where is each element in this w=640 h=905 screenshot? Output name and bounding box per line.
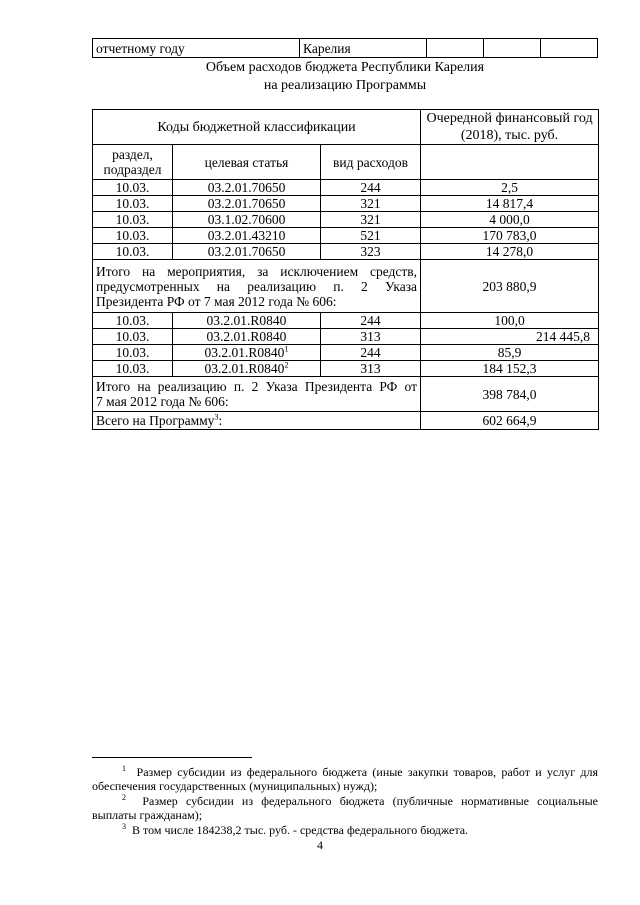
- subtotal-label-line: предусмотренных на реализацию п. 2 Указа: [96, 278, 418, 294]
- top-fragment-table: [92, 38, 598, 58]
- subtotal-label: [93, 260, 421, 313]
- table-row: [93, 180, 599, 196]
- cell-amount: 170 783,0: [421, 228, 599, 244]
- table-row: [93, 212, 599, 228]
- heading-line-1: Объем расходов бюджета Республики Карелия: [205, 60, 485, 75]
- table-cell: [427, 39, 484, 58]
- cell-section: 10.03.: [93, 180, 173, 196]
- cell-article: 03.2.01.R0840: [173, 313, 321, 329]
- footnote-ref: 3: [214, 412, 219, 422]
- subtotal-amount: 203 880,9: [421, 260, 599, 313]
- cell-expense: 321: [321, 212, 421, 228]
- cell-section: 10.03.: [93, 361, 173, 377]
- subtotal-label-line: 7 мая 2012 года № 606:: [96, 394, 229, 409]
- cell-expense: 313: [321, 329, 421, 345]
- table-row: [93, 329, 599, 345]
- table-row: [93, 361, 599, 377]
- cell-section: 10.03.: [93, 345, 173, 361]
- cell-amount: 4 000,0: [421, 212, 599, 228]
- cell-amount: 2,5: [421, 180, 599, 196]
- cell-section: 10.03.: [93, 329, 173, 345]
- subtotal-label-line: Президента РФ от 7 мая 2012 года № 606:: [96, 293, 337, 309]
- subtotal-label: [93, 377, 421, 412]
- total-amount: 602 664,9: [421, 412, 599, 430]
- table-cell: Карелия: [300, 39, 427, 58]
- cell-expense: 244: [321, 313, 421, 329]
- cell-amount: 184 152,3: [421, 361, 599, 377]
- total-row: [93, 412, 599, 430]
- subtotal-amount: 398 784,0: [421, 377, 599, 412]
- cell-article: 03.2.01.R0840$^2$: [173, 361, 321, 377]
- cell-section: 10.03.: [93, 244, 173, 260]
- cell-article: 03.2.01.R0840: [173, 329, 321, 345]
- footnote-2: $^2$ Размер субсидии из федерального бюджета (публичные нормативные социальные выплаты гражданам);: [92, 793, 599, 822]
- subheader-article: целевая статья: [173, 145, 321, 180]
- cell-article: 03.2.01.43210: [173, 228, 321, 244]
- table-row: [93, 228, 599, 244]
- header-row: [93, 110, 599, 145]
- cell-article: 03.2.01.70650: [173, 244, 321, 260]
- cell-section: 10.03.: [93, 196, 173, 212]
- footnote-divider: [92, 757, 252, 758]
- footnote-3: $^3$ В том числе 184238,2 тыс. руб. - средства федерального бюджета.: [122, 822, 469, 837]
- table-cell: отчетному году: [93, 39, 300, 58]
- table-cell: [484, 39, 541, 58]
- cell-expense: 321: [321, 196, 421, 212]
- cell-article: 03.1.02.70600: [173, 212, 321, 228]
- table-cell: [541, 39, 598, 58]
- subheader-empty: [421, 145, 599, 180]
- cell-expense: 313: [321, 361, 421, 377]
- subheader-expense: вид расходов: [321, 145, 421, 180]
- subtotal-row: [93, 377, 599, 412]
- cell-expense: 521: [321, 228, 421, 244]
- heading-line-2: на реализацию Программы: [263, 78, 427, 93]
- cell-amount: 85,9: [421, 345, 599, 361]
- cell-section: 10.03.: [93, 212, 173, 228]
- cell-expense: 323: [321, 244, 421, 260]
- cell-section: 10.03.: [93, 228, 173, 244]
- table-row: [93, 345, 599, 361]
- footnote-ref: 1: [284, 344, 289, 354]
- cell-amount: 14 278,0: [421, 244, 599, 260]
- subtotal-row: [93, 260, 599, 313]
- subheader-section: раздел, подраздел: [93, 145, 173, 180]
- budget-table: [92, 109, 599, 430]
- page-number: 4: [317, 838, 323, 852]
- cell-expense: 244: [321, 180, 421, 196]
- cell-article: 03.2.01.70650: [173, 196, 321, 212]
- cell-article: 03.2.01.R0840$^1$: [173, 345, 321, 361]
- cell-expense: 244: [321, 345, 421, 361]
- table-row: [93, 313, 599, 329]
- cell-amount: 100,0: [421, 313, 599, 329]
- cell-section: 10.03.: [93, 313, 173, 329]
- cell-amount: 214 445,8: [421, 329, 599, 345]
- subheader-row: [93, 145, 599, 180]
- cell-amount: 14 817,4: [421, 196, 599, 212]
- footnote-1: $^1$ Размер субсидии из федерального бюджета (иные закупки товаров, работ и услуг для обеспечения государственных (муниципальных) нужд);: [92, 764, 599, 793]
- table-row: [93, 196, 599, 212]
- table-row: [93, 244, 599, 260]
- table-row: [93, 39, 598, 58]
- cell-article: 03.2.01.70650: [173, 180, 321, 196]
- header-year: Очередной финансовый год (2018), тыс. руб.: [421, 110, 599, 145]
- total-label: Всего на Программу$^3$:: [93, 412, 421, 430]
- subtotal-label-line: Итого на мероприятия, за исключением средств,: [96, 263, 418, 279]
- footnote-ref: 2: [284, 360, 289, 370]
- header-codes: Коды бюджетной классификации: [93, 110, 421, 145]
- subtotal-label-line: Итого на реализацию п. 2 Указа Президента РФ от: [96, 379, 418, 394]
